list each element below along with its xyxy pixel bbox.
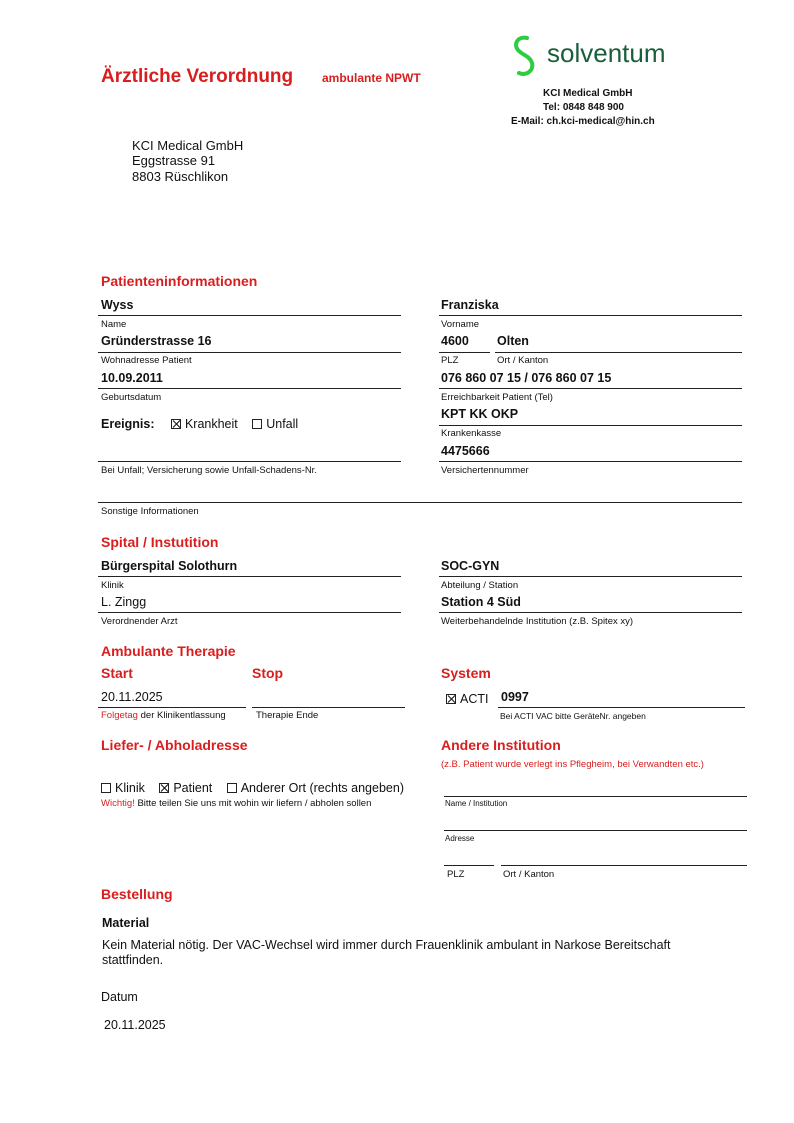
patient-insured-number-label: Versichertennummer [441,465,529,476]
form-title: Ärztliche Verordnung [101,66,294,87]
company-phone: Tel: 0848 848 900 [543,102,624,113]
other-institution-address-label: Adresse [445,834,475,843]
therapy-stop-label: Stop [252,665,284,681]
solventum-logo [510,34,540,85]
delivery-other-label: Anderer Ort (rechts angeben) [240,781,404,795]
other-institution-name-label: Name / Institution [445,799,508,808]
delivery-note-text: Bitte teilen Sie uns mit wohin wir liefern / abholen sollen [137,798,372,809]
event-row [101,415,308,433]
form-subtitle: ambulante NPWT [322,71,421,85]
section-order: Bestellung [101,886,173,902]
patient-city[interactable]: Olten [497,334,529,348]
event-label: Ereignis: [101,417,155,431]
patient-phone-label: Erreichbarkeit Patient (Tel) [441,392,553,403]
order-material-text-2[interactable]: stattfinden. [102,953,164,967]
delivery-clinic-checkbox[interactable] [101,783,111,793]
delivery-note-red: Wichtig! [101,798,135,809]
address-line-1: KCI Medical GmbH [132,138,244,153]
therapy-end-label: Therapie Ende [256,710,319,721]
other-info-label: Sonstige Informationen [101,506,199,517]
hospital-doctor-label: Verordnender Arzt [101,616,178,627]
delivery-clinic-label: Klinik [115,781,145,795]
hospital-clinic-label: Klinik [101,580,124,591]
section-other-institution: Andere Institution [441,737,561,753]
order-date[interactable]: 20.11.2025 [104,1018,166,1032]
hospital-doctor[interactable]: L. Zingg [101,595,147,609]
other-institution-hint: (z.B. Patient wurde verlegt ins Pflegheim, bei Verwandten etc.) [441,759,704,770]
address-line-3: 8803 Rüschlikon [132,169,229,184]
patient-name[interactable]: Wyss [101,298,134,312]
therapy-start-label: Start [101,665,133,681]
company-name: KCI Medical GmbH [543,88,633,99]
hospital-department[interactable]: SOC-GYN [441,559,500,573]
system-acti-option [446,690,488,708]
patient-birthdate-label: Geburtsdatum [101,392,162,403]
therapy-start-hint-text: der Klinikentlassung [140,710,226,721]
section-patient: Patienteninformationen [101,273,258,289]
other-institution-zip-label: PLZ [447,869,465,880]
logo-wordmark: solventum [547,38,666,68]
system-hint: Bei ACTI VAC bitte GeräteNr. angeben [500,711,646,721]
event-accident-checkbox[interactable] [252,419,262,429]
hospital-followup-label: Weiterbehandelnde Institution (z.B. Spitex xy) [441,616,634,627]
patient-name-label: Name [101,319,127,330]
section-hospital: Spital / Instutition [101,534,219,550]
section-therapy: Ambulante Therapie [101,643,236,659]
patient-zip[interactable]: 4600 [441,334,469,348]
solventum-logo-icon [510,34,540,80]
hospital-department-label: Abteilung / Station [441,580,519,591]
company-email[interactable]: E-Mail: ch.kci-medical@hin.ch [511,116,655,127]
patient-phone[interactable]: 076 860 07 15 / 076 860 07 15 [441,371,612,385]
therapy-start-date[interactable]: 20.11.2025 [101,690,163,704]
event-illness-label: Krankheit [184,417,238,431]
system-acti-checkbox[interactable] [446,694,456,704]
other-institution-city-label: Ort / Kanton [503,869,555,880]
order-material-label: Material [102,916,150,930]
delivery-patient-label: Patient [173,781,213,795]
patient-birthdate[interactable]: 10.09.2011 [101,371,163,385]
patient-street[interactable]: Gründerstrasse 16 [101,334,212,348]
address-line-2: Eggstrasse 91 [132,153,216,168]
delivery-options [101,779,414,797]
system-device-number[interactable]: 0997 [501,690,529,704]
patient-city-label: Ort / Kanton [497,355,549,366]
event-illness-checkbox[interactable] [171,419,181,429]
hospital-clinic[interactable]: Bürgerspital Solothurn [101,559,238,573]
patient-street-label: Wohnadresse Patient [101,355,192,366]
patient-firstname[interactable]: Franziska [441,298,499,312]
patient-insurance-label: Krankenkasse [441,428,502,439]
patient-insured-number[interactable]: 4475666 [441,444,490,458]
accident-insurance-label: Bei Unfall; Versicherung sowie Unfall-Schadens-Nr. [101,465,317,476]
therapy-start-hint [101,710,226,721]
patient-firstname-label: Vorname [441,319,480,330]
section-delivery: Liefer- / Abholadresse [101,737,248,753]
therapy-system-label: System [441,665,491,681]
delivery-note [101,798,371,809]
order-material-text-1[interactable]: Kein Material nötig. Der VAC-Wechsel wird immer durch Frauenklinik ambulant in Narkose Bereitschaft [102,938,671,952]
order-date-label: Datum [101,990,138,1004]
event-accident-label: Unfall [266,417,299,431]
system-acti-label: ACTI [460,692,489,706]
delivery-other-checkbox[interactable] [227,783,237,793]
hospital-followup[interactable]: Station 4 Süd [441,595,521,609]
patient-insurance[interactable]: KPT KK OKP [441,407,519,421]
therapy-start-hint-red: Folgetag [101,710,138,721]
patient-zip-label: PLZ [441,355,459,366]
delivery-patient-checkbox[interactable] [159,783,169,793]
